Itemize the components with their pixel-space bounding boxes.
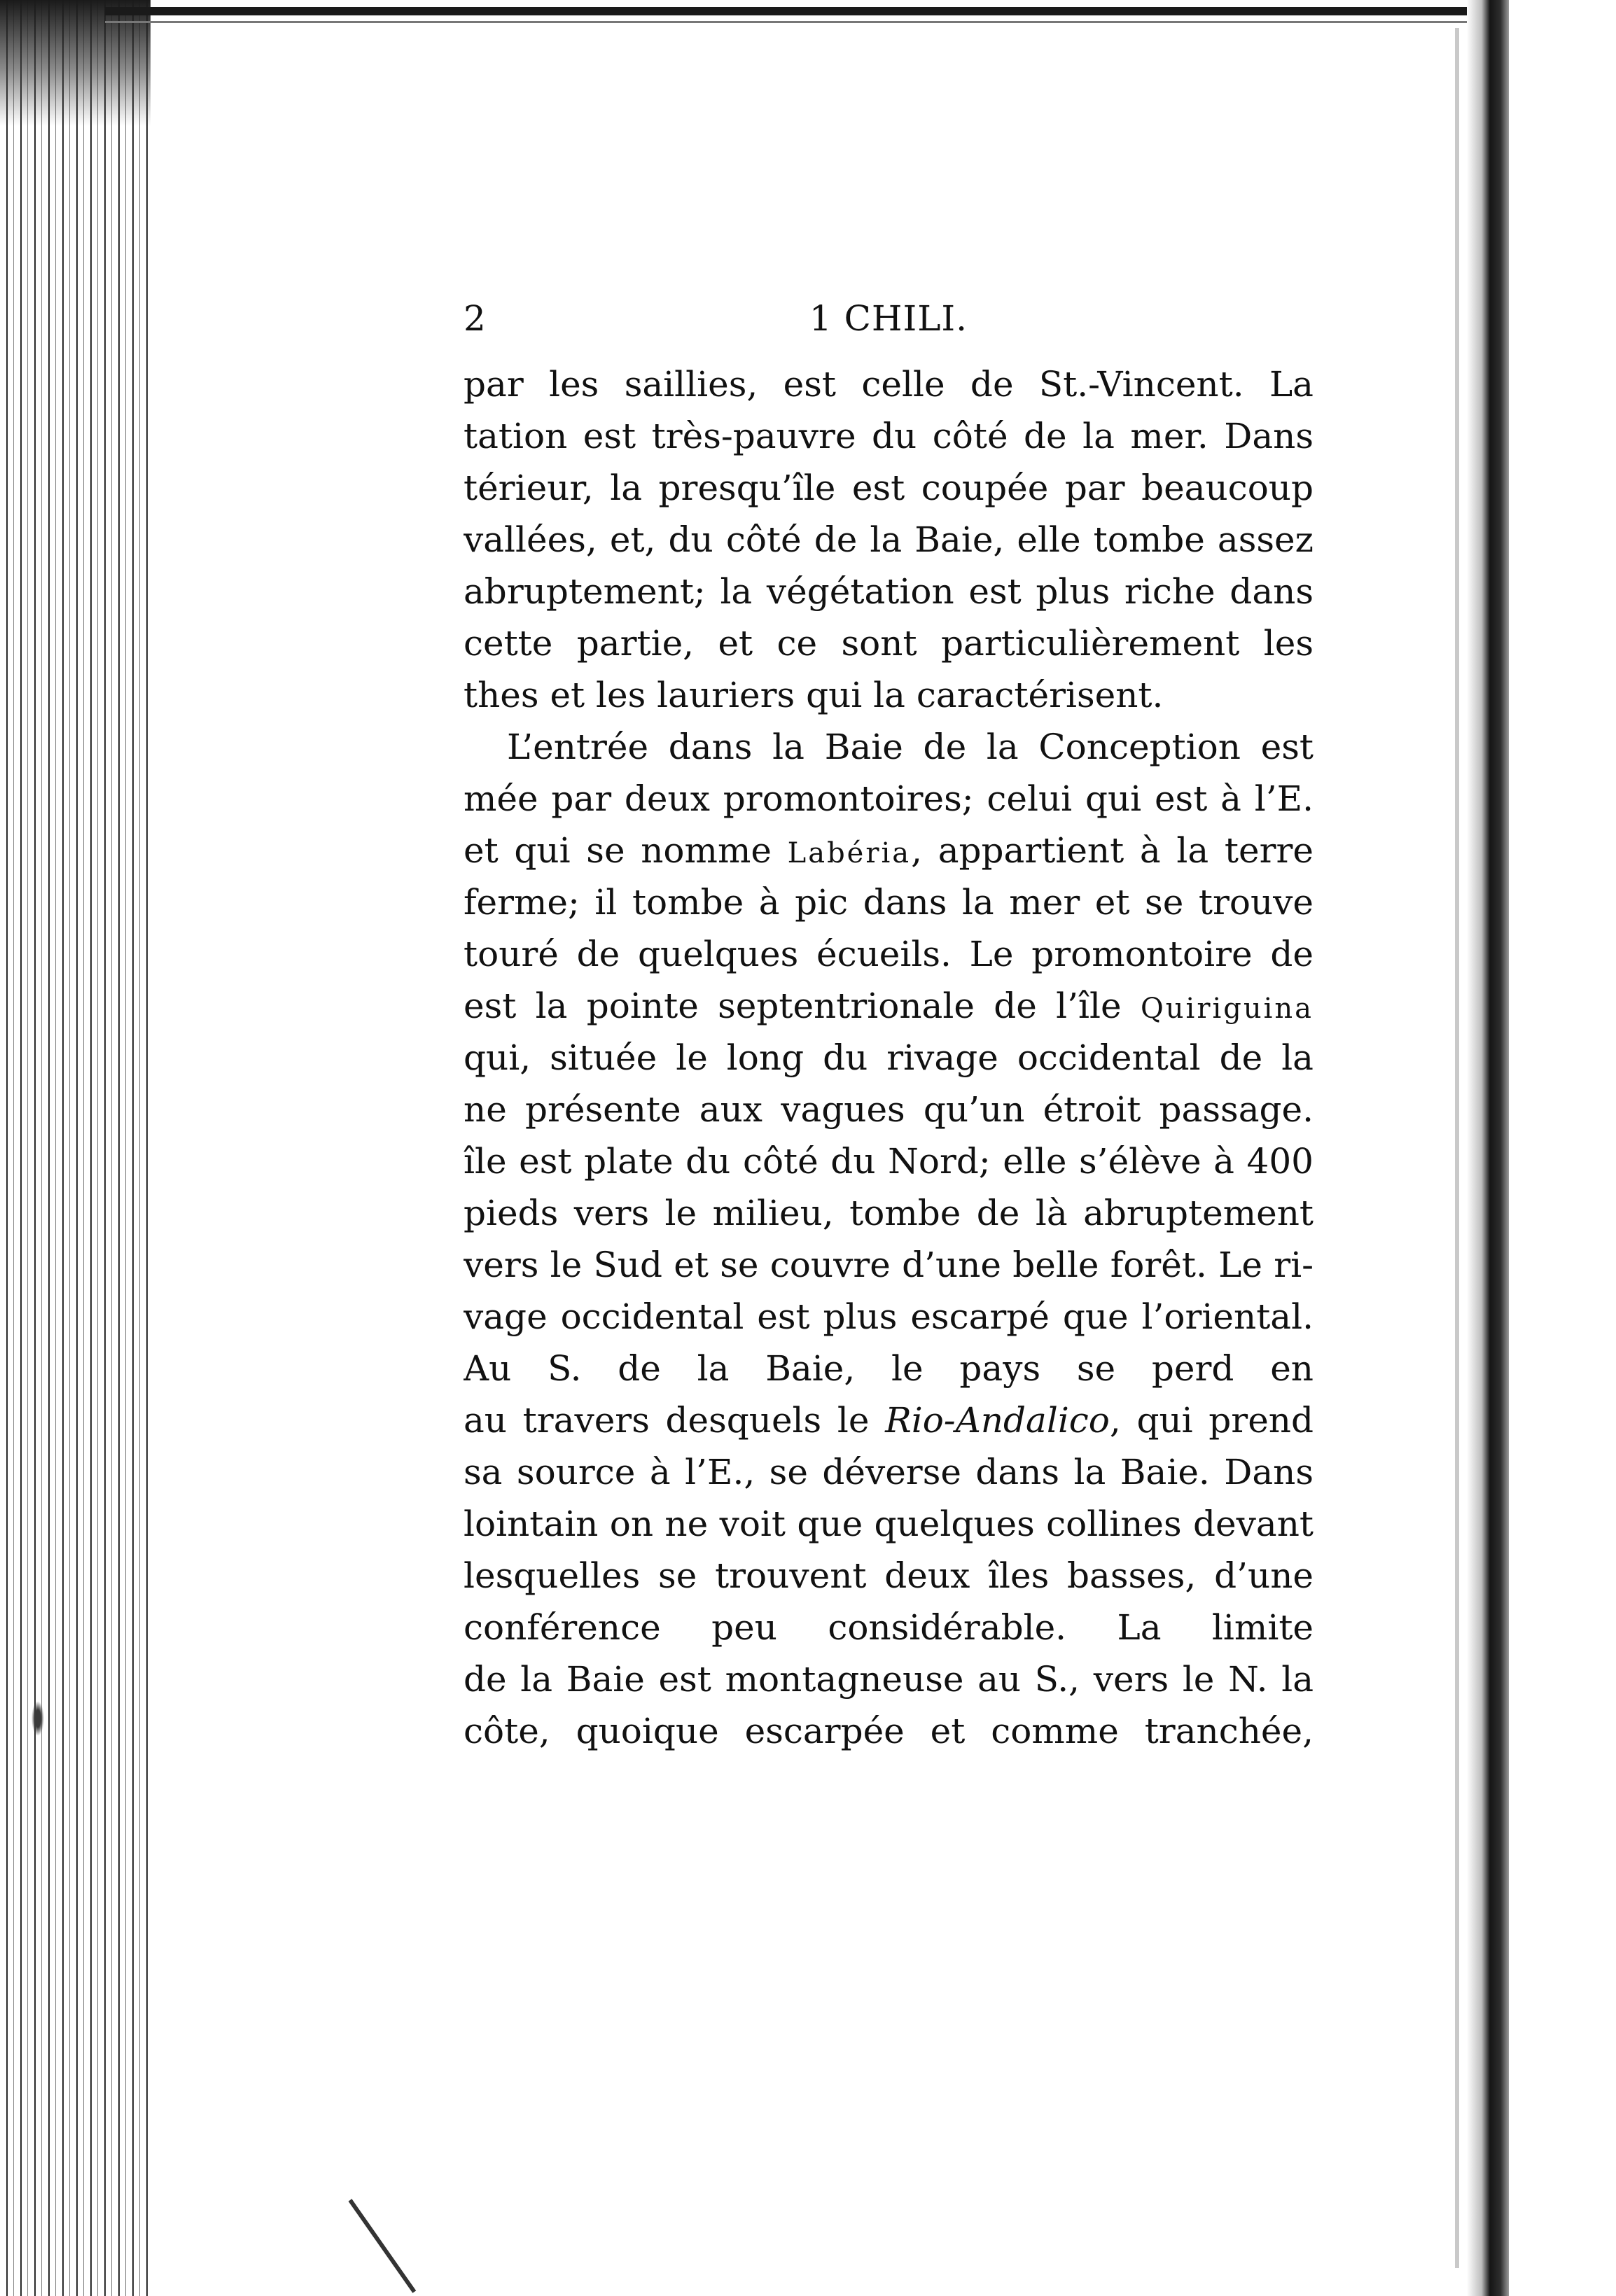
text-line: abruptement; la végétation est plus riche dans — [464, 571, 1314, 612]
running-head — [464, 294, 1314, 343]
text-line: pieds vers le milieu, tombe de là abruptement — [464, 1193, 1314, 1233]
text-line: térieur, la presqu’île est coupée par beaucoup — [464, 468, 1314, 508]
running-title: 1 CHILI. — [809, 298, 968, 339]
text-line: île est plate du côté du Nord; elle s’élève à 400 — [464, 1141, 1314, 1182]
river-name-rio-andalico: Rio-Andalico — [885, 1400, 1110, 1441]
scan-shadow-top-left — [0, 0, 151, 126]
text-line: au travers desquels le Rio-Andalico, qui prend — [464, 1400, 1314, 1441]
scan-scratch — [349, 2199, 417, 2293]
text-line: est la pointe septentrionale de l’île Quiriguina — [464, 986, 1314, 1026]
scan-binding-edge-right — [1467, 0, 1509, 2296]
text-line: cette partie, et ce sont particulièrement les — [464, 623, 1314, 664]
scan-border-top-thin — [105, 21, 1481, 23]
text-line: sa source à l’E., se déverse dans la Baie. Dans — [464, 1452, 1314, 1492]
text-line: ne présente aux vagues qu’un étroit passage. — [464, 1089, 1314, 1130]
text-line: conférence peu considérable. La limite — [464, 1607, 1314, 1648]
place-name-laberia: Labéria — [787, 837, 912, 869]
text-line: vallées, et, du côté de la Baie, elle tombe assez — [464, 519, 1314, 560]
scan-edge-right-inner — [1455, 28, 1459, 2268]
text-line: qui, située le long du rivage occidental de la — [464, 1037, 1314, 1078]
text-line: lesquelles se trouvent deux îles basses, d’une — [464, 1555, 1314, 1596]
page-number: 2 — [464, 298, 486, 339]
place-name-quiriguina: Quiriguina — [1140, 993, 1314, 1025]
text-line: vage occidental est plus escarpé que l’oriental. — [464, 1296, 1314, 1337]
body-text — [464, 358, 1314, 1757]
scan-speck — [32, 1701, 44, 1736]
text-line: et qui se nomme Labéria, appartient à la terre — [464, 830, 1314, 871]
text-line: mée par deux promontoires; celui qui est à l’E. — [464, 778, 1314, 819]
text-line: touré de quelques écueils. Le promontoire de — [464, 934, 1314, 974]
scan-binding-edge-left — [0, 0, 151, 2296]
text-line: de la Baie est montagneuse au S., vers le N. la — [464, 1659, 1314, 1700]
text-line: vers le Sud et se couvre d’une belle forêt. Le ri- — [464, 1245, 1314, 1285]
scan-border-top — [105, 7, 1481, 15]
text-line-paragraph-end: thes et les lauriers qui la caractérisent. — [464, 675, 1164, 715]
text-line: lointain on ne voit que quelques collines devant — [464, 1504, 1314, 1544]
text-line: Au S. de la Baie, le pays se perd en — [464, 1348, 1314, 1389]
text-line: ferme; il tombe à pic dans la mer et se trouve — [464, 882, 1314, 923]
text-line: par les saillies, est celle de St.-Vincent. La — [464, 364, 1314, 405]
text-line-paragraph-start: L’entrée dans la Baie de la Conception est — [507, 727, 1314, 767]
text-line: côte, quoique escarpée et comme tranchée, — [464, 1711, 1314, 1751]
text-line: tation est très-pauvre du côté de la mer. Dans — [464, 416, 1314, 456]
